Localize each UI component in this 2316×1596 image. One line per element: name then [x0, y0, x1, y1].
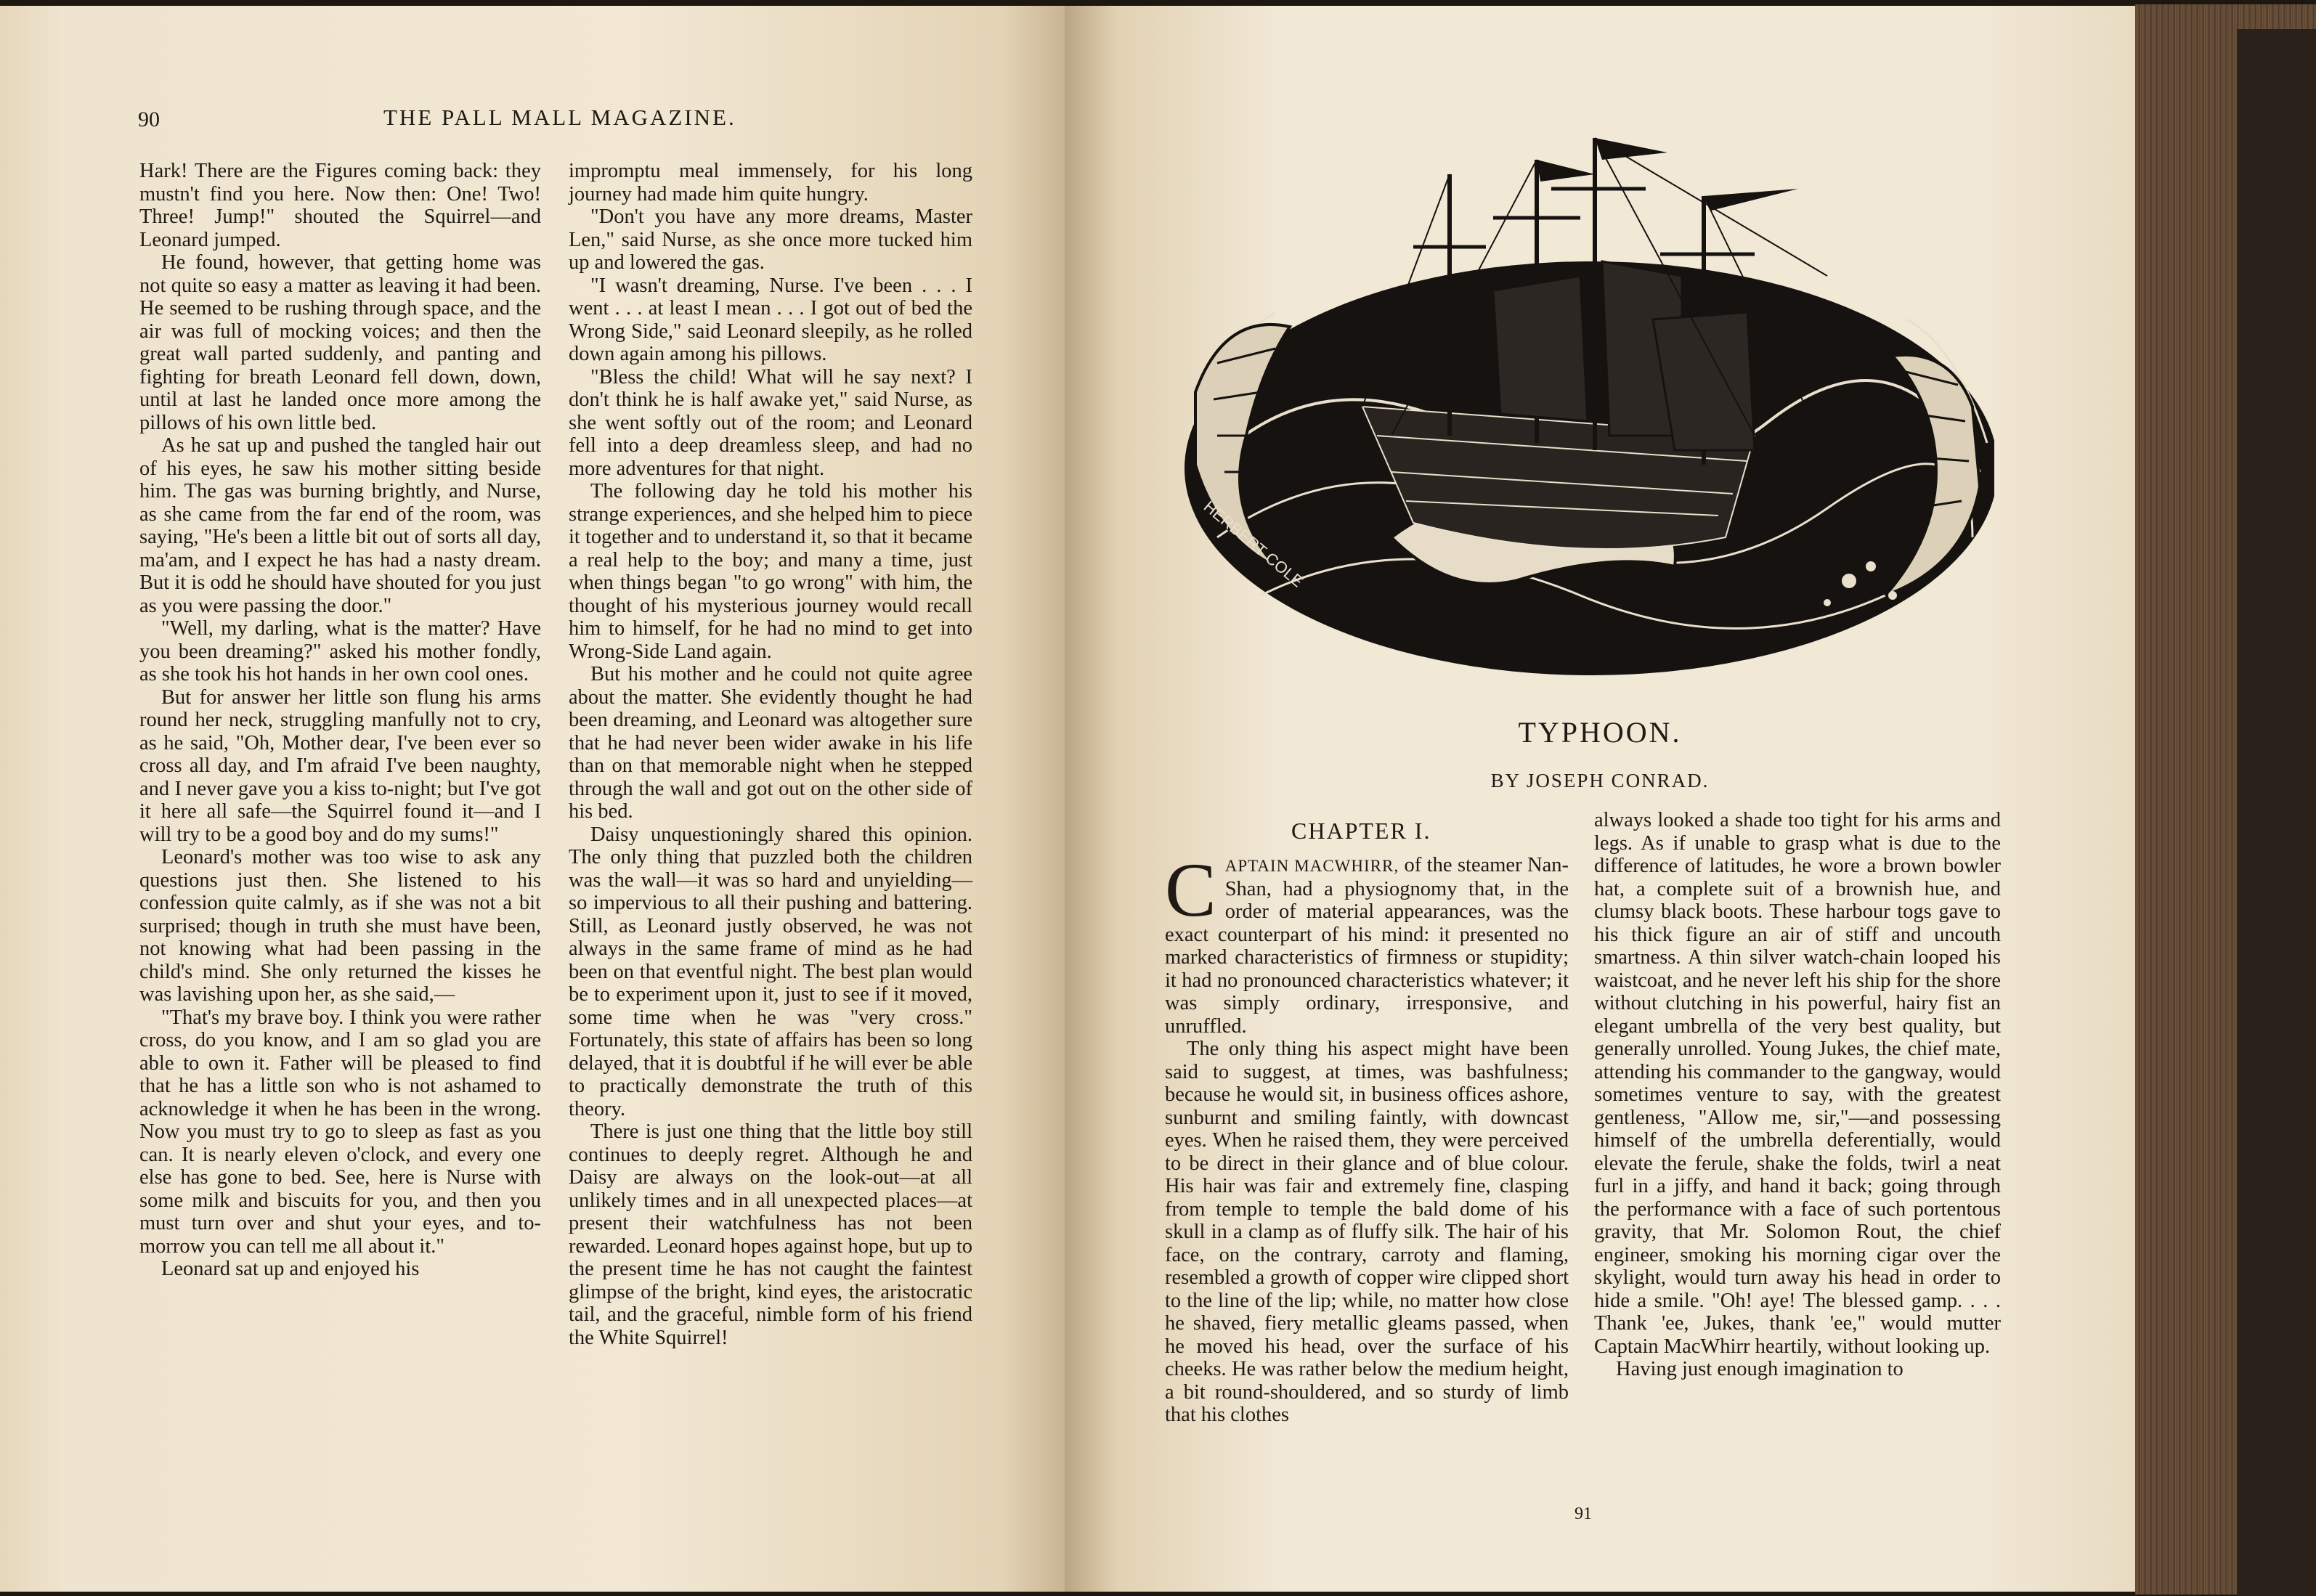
- paragraph: But for answer her little son flung his arms round her neck, struggling manfully not to cry, as he said, "Oh, Mother dear, I've been ever so cross all day, and I'm afraid I've been naughty, and I never gave you a kiss to-night; but I've got it here all safe—the Squirrel found it—and I will try to be a good boy and do my sums!": [139, 685, 541, 846]
- left-page-number: 90: [138, 107, 160, 131]
- paragraph: "Bless the child! What will he say next? I don't think he is half awake yet," said Nurse, as she went softly out of the room; and Leonard fell into a deep dreamless sleep, and had no more adventures for that night.: [569, 365, 972, 480]
- paragraph: He found, however, that getting home was not quite so easy a matter as leaving it had been. He seemed to be rushing through space, and the air was full of mocking voices; and then the great wall parted suddenly, and panting and fighting for breath Leonard fell down, down, until at last he landed once more among the pillows of his own little bed.: [139, 251, 541, 434]
- paragraph: But his mother and he could not quite agree about the matter. She evidently thought he had been dreaming, and Leonard was altogether sure that he had never been wider awake in his life than on that memorable night when he stepped through the wall and got out on the other side of his bed.: [569, 663, 972, 823]
- byline: BY JOSEPH CONRAD.: [1490, 770, 1710, 791]
- paragraph: "Well, my darling, what is the matter? Have you been dreaming?" asked his mother fondly, as she took his hot hands in her own cool ones.: [139, 617, 541, 685]
- left-column-1: [139, 160, 541, 1281]
- right-column-2: [1594, 809, 2001, 1381]
- left-column-2: [569, 160, 972, 1349]
- captain-name-smallcaps: APTAIN MACWHIRR,: [1224, 857, 1399, 875]
- opening-paragraph: [1165, 847, 1569, 1038]
- paragraph: impromptu meal immensely, for his long journey had made him quite hungry.: [569, 160, 972, 205]
- paragraph: Leonard sat up and enjoyed his: [161, 1258, 420, 1280]
- paragraph: The only thing his aspect might have been said to suggest, at times, was bashfulness; because he would sit, in business offices ashore, sunburnt and smiling faintly, with downcast eyes. When he raised them, they were perceived to be direct in their glance and of blue colour. His hair was fair and extremely fine, clasping from temple to temple the bald dome of his skull in a clamp as of fluffy silk. The hair of his face, on the contrary, carroty and flaming, resembled a growth of copper wire clipped short to the line of the lip; while, no matter how close he shaved, fiery metallic gleams passed, when he moved his head, over the surface of his cheeks. He was rather below the medium height, a bit round-shouldered, and so sturdy of limb that his clothes: [1165, 1038, 1569, 1426]
- paragraph: Daisy unquestioningly shared this opinion. The only thing that puzzled both the children was the wall—it was so hard and unyielding—so impervious to all their pushing and battering. Still, as Leonard justly observed, he was not always in the same frame of mind as he had been on that eventful night. The best plan would be to experiment upon it, just to see if it moved, some time when he was "very cross." Fortunately, this state of affairs has been so long delayed, that it is doubtful if he will ever be able to practically demonstrate the truth of this theory.: [569, 823, 972, 1120]
- book-cover-edge: [2237, 29, 2316, 1596]
- ship-illustration: [1174, 131, 1994, 690]
- running-head: THE PALL MALL MAGAZINE.: [383, 105, 736, 130]
- right-column-1: [1165, 847, 1569, 1427]
- paragraph: "That's my brave boy. I think you were rather cross, do you know, and I am so glad you are able to own it. Father will be pleased to find that he has a little son who is not ashamed to acknowledge it when he has been in the wrong. Now you must try to go to sleep as fast as you can. It is nearly eleven o'clock, and every one else has gone to bed. See, here is Nurse with some milk and biscuits for you, and then you must turn over and shut your eyes, and to-morrow you can tell me all about it.": [139, 1006, 541, 1258]
- paragraph: always looked a shade too tight for his arms and legs. As if unable to grasp what is due to the difference of latitudes, he wore a brown bowler hat, a complete suit of a brownish hue, and clumsy black boots. These harbour togs gave to his thick figure an air of stiff and uncouth smartness. A thin silver watch-chain looped his waistcoat, and he never left his ship for the shore without clutching in his powerful, hairy fist an elegant umbrella of the very best quality, but generally unrolled. Young Jukes, the chief mate, attending his commander to the gangway, would sometimes venture to say, with the greatest gentleness, "Allow me, sir,"—and possessing himself of the umbrella deferentially, would elevate the ferule, shake the folds, twirl a neat furl in a jiffy, and hand it back; going through the performance with a face of such portentous gravity, that Mr. Solomon Rout, the chief engineer, smoking his morning cigar over the skylight, would turn away his head in order to hide a smile. "Oh! aye! The blessed gamp. . . . Thank 'ee, Jukes, thank 'ee," would mutter Captain MacWhirr heartily, without looking up.: [1594, 809, 2001, 1358]
- paragraph: There is just one thing that the little boy still continues to deeply regret. Although he and Daisy are always on the look-out—at all unlikely times and in all unexpected places—at present their watchfulness has not been rewarded. Leonard hopes against hope, but up to the present time he has not caught the faintest glimpse of the bright, kind eyes, the aristocratic tail, and the graceful, nimble form of his friend the White Squirrel!: [569, 1120, 972, 1349]
- illustration-signature: HERBERT COLE: [1200, 497, 1307, 591]
- story-title: TYPHOON.: [1518, 716, 1682, 749]
- paragraph: As he sat up and pushed the tangled hair out of his eyes, he saw his mother sitting beside him. The gas was burning brightly, and Nurse, as she came from the far end of the room, was saying, "He's been a little bit out of sorts all day, ma'am, and I expect he has had a nasty dream. But it is odd he should have shouted for you just as you were passing the door.": [139, 434, 541, 617]
- paragraph-text: of the steamer Nan-Shan, had a physiognomy that, in the order of material appearances, was the exact counterpart of his mind: it presented no marked characteristics of firmness or stupidity; it had no pronounced characteristics whatever; it was simply ordinary, irresponsive, and unruffled.: [1165, 854, 1569, 1038]
- left-page: [0, 6, 1065, 1592]
- right-page-number: 91: [1575, 1505, 1592, 1523]
- paragraph: Having just enough imagination to: [1616, 1358, 1903, 1380]
- paragraph: Hark! There are the Figures coming back: they mustn't find you here. Now then: One! Two! Three! Jump!" shouted the Squirrel—and Leonard jumped.: [139, 160, 541, 251]
- paragraph: Leonard's mother was too wise to ask any questions just then. She listened to his confession quite calmly, as if she was not a bit surprised; though in truth she must have been, not knowing what had been passing in the child's mind. She only returned the kisses he was lavishing upon her, as she said,—: [139, 846, 541, 1006]
- paragraph: "I wasn't dreaming, Nurse. I've been . . . I went . . . at least I mean . . . I got out of bed the Wrong Side," said Leonard sleepily, as he rolled down again among his pillows.: [569, 274, 972, 365]
- paragraph: "Don't you have any more dreams, Master Len," said Nurse, as she once more tucked him up and lowered the gas.: [569, 205, 972, 274]
- paragraph: The following day he told his mother his strange experiences, and she helped him to piece it together and to understand it, so that it became a real help to the boy; and many a time, just when things began "to go wrong" with him, the thought of his mysterious journey would recall him to himself, for he had no mind to get into Wrong-Side Land again.: [569, 480, 972, 663]
- drop-cap: C: [1165, 847, 1216, 932]
- chapter-heading: CHAPTER I.: [1291, 818, 1431, 844]
